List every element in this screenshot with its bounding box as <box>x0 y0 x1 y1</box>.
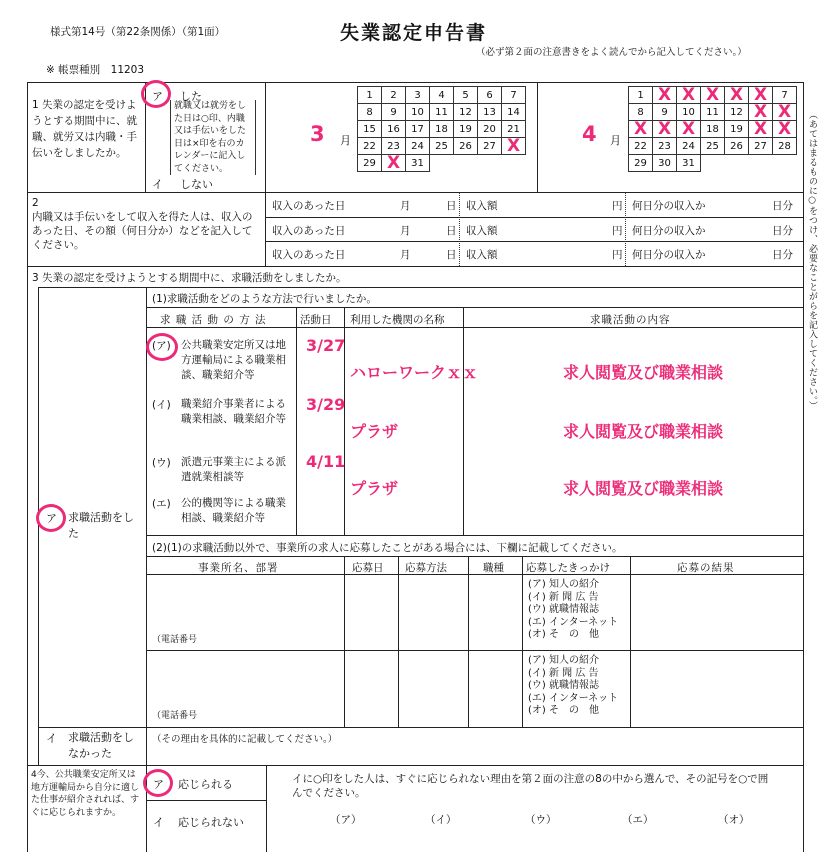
col-trigger: 応募したきっかけ <box>526 562 610 574</box>
march-day[interactable] <box>454 104 478 121</box>
entry-org: プラザ <box>350 422 399 441</box>
q3-sub1: (1)求職活動をどのような方法で行いましたか。 <box>152 293 377 305</box>
day-label: 日 <box>446 200 457 212</box>
col-content: 求職活動の内容 <box>590 314 671 326</box>
march-day-number: 17 <box>411 123 424 135</box>
x-mark: X <box>681 119 696 139</box>
march-day-number: 6 <box>486 89 493 101</box>
income-date-label: 収入のあった日 <box>272 224 346 237</box>
april-day[interactable] <box>749 121 773 138</box>
march-day-number: 9 <box>390 106 397 118</box>
q3-sub2: (2)(1)の求職活動以外で、事業所の求人に応募したことがある場合には、下欄に記載してください。 <box>152 542 623 554</box>
x-mark: X <box>777 119 792 139</box>
march-day-number: 11 <box>435 106 448 118</box>
q3-option-b-text: 求職活動をしなかった <box>68 731 134 760</box>
march-day-number: 15 <box>363 123 376 135</box>
march-day[interactable] <box>430 121 454 138</box>
q3-option-b[interactable]: イ <box>46 732 57 745</box>
april-day[interactable] <box>701 138 725 155</box>
days-worth-label: 何日分の収入か <box>632 224 706 237</box>
march-day[interactable] <box>406 138 430 155</box>
q1-option-a-note: 就職又は就労をした日は○印、内職又は手伝いをした日は×印を右のカレンダーに記入してください。 <box>170 100 256 175</box>
march-day-number: 14 <box>507 106 520 118</box>
month-label: 月 <box>400 200 411 212</box>
march-day[interactable] <box>478 121 502 138</box>
april-day[interactable] <box>677 155 701 172</box>
april-day[interactable] <box>725 121 749 138</box>
april-day[interactable] <box>629 138 653 155</box>
march-day-number: 26 <box>459 140 472 152</box>
april-day[interactable] <box>725 87 749 104</box>
april-day[interactable] <box>653 87 677 104</box>
col-org: 利用した機関の名称 <box>350 314 445 326</box>
march-day[interactable] <box>406 121 430 138</box>
march-day[interactable] <box>502 87 526 104</box>
march-day[interactable] <box>478 138 502 155</box>
april-day-number: 28 <box>778 140 791 152</box>
q1-label: 1 失業の認定を受けようとする期間中に、就職、就労又は内職・手伝いをしましたか。 <box>32 99 137 159</box>
march-day[interactable] <box>406 87 430 104</box>
march-day-number: 3 <box>414 89 421 101</box>
month2-label: 月 <box>610 134 621 147</box>
amount-label: 収入額 <box>466 200 498 212</box>
march-day[interactable] <box>478 87 502 104</box>
march-day[interactable] <box>358 104 382 121</box>
march-day-number: 8 <box>366 106 373 118</box>
april-day-number: 18 <box>706 123 719 135</box>
april-day-number: 8 <box>637 106 644 118</box>
x-mark: X <box>657 119 672 139</box>
march-day[interactable] <box>358 121 382 138</box>
trigger-option: (ア) 知人の紹介 <box>528 655 599 666</box>
march-day-number: 1 <box>366 89 373 101</box>
april-day-number: 23 <box>658 140 671 152</box>
april-day-number: 25 <box>706 140 719 152</box>
march-day-number: 31 <box>411 157 424 169</box>
entry-content: 求人閲覧及び職業相談 <box>563 479 724 498</box>
trigger-option: (ウ) 就職情報誌 <box>528 604 599 615</box>
april-day-number: 12 <box>730 106 743 118</box>
days-label: 日分 <box>772 200 793 212</box>
yen-label: 円 <box>612 249 623 262</box>
march-day-number: 18 <box>435 123 448 135</box>
q3-option-a-circle <box>36 504 66 532</box>
x-mark: X <box>729 85 744 105</box>
april-day[interactable] <box>653 138 677 155</box>
march-day[interactable] <box>454 121 478 138</box>
april-day[interactable] <box>749 104 773 121</box>
april-day[interactable] <box>725 104 749 121</box>
march-day[interactable] <box>382 87 406 104</box>
phone-label: （電話番号 <box>152 711 198 721</box>
yen-label: 円 <box>612 200 623 212</box>
april-day[interactable] <box>773 138 797 155</box>
april-day-number: 1 <box>637 89 644 101</box>
col-method: 求 職 活 動 の 方 法 <box>160 314 267 326</box>
april-day-number: 27 <box>754 140 767 152</box>
col-result: 応募の結果 <box>677 562 735 574</box>
april-day[interactable] <box>701 87 725 104</box>
entry-org: ハローワークｘｘ <box>350 363 479 382</box>
x-mark: X <box>753 119 768 139</box>
april-day[interactable] <box>773 121 797 138</box>
april-day[interactable] <box>677 138 701 155</box>
q1-option-a-circle <box>141 80 171 108</box>
entry-content: 求人閲覧及び職業相談 <box>563 422 724 441</box>
form-number: 様式第14号（第22条関係）（第1面） <box>50 26 226 38</box>
col-apply-method: 応募方法 <box>405 562 447 574</box>
april-day[interactable] <box>701 104 725 121</box>
march-day[interactable] <box>430 87 454 104</box>
amount-label: 収入額 <box>466 249 498 262</box>
march-day[interactable] <box>358 155 382 172</box>
april-day-number: 7 <box>781 89 788 101</box>
march-day[interactable] <box>382 155 406 172</box>
col-date: 活動日 <box>300 314 332 326</box>
x-mark: X <box>657 85 672 105</box>
april-day-number: 26 <box>730 140 743 152</box>
march-day-number: 2 <box>390 89 397 101</box>
april-day-number: 9 <box>661 106 668 118</box>
april-day-number: 10 <box>682 106 695 118</box>
april-day[interactable] <box>653 155 677 172</box>
april-day[interactable] <box>701 121 725 138</box>
march-day-number: 24 <box>411 140 424 152</box>
trigger-option: (ウ) 就職情報誌 <box>528 680 599 691</box>
march-day[interactable] <box>478 104 502 121</box>
day-label: 日 <box>446 224 457 237</box>
q1-option-b[interactable]: イ <box>152 178 163 191</box>
march-day-number: 25 <box>435 140 448 152</box>
march-day[interactable] <box>502 121 526 138</box>
method-text: 派遣元事業主による派遣就業相談等 <box>181 456 286 483</box>
x-mark: X <box>753 102 768 122</box>
april-day[interactable] <box>629 87 653 104</box>
trigger-option: (オ) そ の 他 <box>528 629 599 640</box>
reason-choice[interactable]: （ア） <box>330 814 362 826</box>
march-day[interactable] <box>382 104 406 121</box>
march-day-number: 19 <box>459 123 472 135</box>
month-label: 月 <box>400 224 411 237</box>
march-day[interactable] <box>358 138 382 155</box>
april-day[interactable] <box>773 104 797 121</box>
entry-date: 3/29 <box>306 395 346 414</box>
april-day[interactable] <box>677 121 701 138</box>
reason-choice[interactable]: （ウ） <box>525 814 557 826</box>
april-day[interactable] <box>629 104 653 121</box>
method-mark[interactable]: (ア) <box>152 340 171 352</box>
form-title: 失業認定申告書 <box>340 22 488 44</box>
trigger-option: (ア) 知人の紹介 <box>528 579 599 590</box>
april-day-number: 24 <box>682 140 695 152</box>
q4-option-a-text: 応じられる <box>178 778 233 791</box>
col-job: 職種 <box>483 562 504 574</box>
trigger-option: (イ) 新 聞 広 告 <box>528 667 599 679</box>
q2-label: 2 内職又は手伝いをして収入を得た人は、収入のあった日、その額（何日分か）などを記入してください。 <box>32 197 253 251</box>
march-day[interactable] <box>406 104 430 121</box>
side-note: （あてはまるものに○をつけ、必要なことがらを記入してください。） <box>807 110 817 411</box>
march-day-number: 29 <box>363 157 376 169</box>
days-label: 日分 <box>772 249 793 262</box>
reason-choice[interactable]: （オ） <box>718 814 750 826</box>
april-day[interactable] <box>629 121 653 138</box>
entry-content: 求人閲覧及び職業相談 <box>563 363 724 382</box>
march-day-number: 23 <box>387 140 400 152</box>
trigger-option: (オ) そ の 他 <box>528 705 599 716</box>
april-day-number: 19 <box>730 123 743 135</box>
march-day-number: 27 <box>483 140 496 152</box>
march-day-number: 22 <box>363 140 376 152</box>
days-worth-label: 何日分の収入か <box>632 249 706 262</box>
x-mark: X <box>753 85 768 105</box>
days-worth-label: 何日分の収入か <box>632 200 706 212</box>
method-text: 公的機関等による職業相談、職業紹介等 <box>181 497 286 524</box>
march-day[interactable] <box>502 104 526 121</box>
col-apply-date: 応募日 <box>352 562 384 574</box>
april-day[interactable] <box>677 87 701 104</box>
x-mark: X <box>681 85 696 105</box>
entry-date: 4/11 <box>306 452 346 471</box>
march-day[interactable] <box>502 138 526 155</box>
march-day-number: 20 <box>483 123 496 135</box>
form-type: ※ 帳票種別 11203 <box>46 64 145 76</box>
method-mark[interactable]: (エ) <box>152 498 171 510</box>
april-day-number: 30 <box>658 157 671 169</box>
march-day-number: 7 <box>510 89 517 101</box>
method-text: 職業紹介事業者による職業相談、職業紹介等 <box>181 398 286 425</box>
q4-option-a-circle <box>143 769 173 797</box>
april-day-number: 11 <box>706 106 719 118</box>
income-date-label: 収入のあった日 <box>272 249 346 262</box>
month1-label: 月 <box>340 134 351 147</box>
method-a-circle <box>146 333 178 361</box>
march-day-number: 4 <box>438 89 445 101</box>
x-mark: X <box>633 119 648 139</box>
x-mark: X <box>506 136 521 156</box>
april-day[interactable] <box>749 138 773 155</box>
q3-option-a-text: 求職活動をした <box>68 511 134 540</box>
phone-label: （電話番号 <box>152 635 198 645</box>
april-day[interactable] <box>749 87 773 104</box>
q1-option-a[interactable]: ア <box>152 90 163 103</box>
march-day[interactable] <box>406 155 430 172</box>
days-label: 日分 <box>772 224 793 237</box>
march-day-number: 12 <box>459 106 472 118</box>
q3-option-a[interactable]: ア <box>46 512 57 525</box>
april-day[interactable] <box>725 138 749 155</box>
march-day-number: 5 <box>462 89 469 101</box>
q4-option-b[interactable]: イ <box>153 816 164 829</box>
april-day[interactable] <box>653 104 677 121</box>
march-day[interactable] <box>454 87 478 104</box>
q3-label: 3 失業の認定を受けようとする期間中に、求職活動をしましたか。 <box>32 272 347 284</box>
x-mark: X <box>386 153 401 173</box>
march-day-number: 10 <box>411 106 424 118</box>
march-day[interactable] <box>430 138 454 155</box>
calendar-march <box>357 86 526 172</box>
entry-org: プラザ <box>350 479 399 498</box>
trigger-option: (エ) インターネット <box>528 616 619 628</box>
march-day[interactable] <box>358 87 382 104</box>
q4-note: イに○印をした人は、すぐに応じられない理由を第２面の注意の8の中から選んで、その記号を○で囲んでください。 <box>292 773 769 799</box>
march-day-number: 21 <box>507 123 520 135</box>
yen-label: 円 <box>612 224 623 237</box>
month1-value: 3 <box>310 122 325 146</box>
trigger-option: (イ) 新 聞 広 告 <box>528 591 599 603</box>
x-mark: X <box>777 102 792 122</box>
march-day-number: 16 <box>387 123 400 135</box>
april-day[interactable] <box>773 87 797 104</box>
method-mark[interactable]: (ウ) <box>152 457 171 469</box>
entry-date: 3/27 <box>306 336 346 355</box>
calendar-april <box>628 86 797 172</box>
q1-option-b-text: しない <box>180 178 213 191</box>
reason-choice[interactable]: （エ） <box>622 814 654 826</box>
march-day[interactable] <box>382 138 406 155</box>
x-mark: X <box>705 85 720 105</box>
q4-option-a[interactable]: ア <box>153 778 164 791</box>
march-day[interactable] <box>454 138 478 155</box>
march-day-number: 13 <box>483 106 496 118</box>
april-day-number: 31 <box>682 157 695 169</box>
april-day-number: 29 <box>634 157 647 169</box>
q4-option-b-text: 応じられない <box>178 816 244 829</box>
april-day[interactable] <box>677 104 701 121</box>
march-day[interactable] <box>430 104 454 121</box>
march-day[interactable] <box>382 121 406 138</box>
trigger-option: (エ) インターネット <box>528 692 619 704</box>
q1-option-a-text: した <box>180 90 202 103</box>
reason-choice[interactable]: （イ） <box>425 814 457 826</box>
april-day[interactable] <box>629 155 653 172</box>
col-company: 事業所名、部署 <box>198 562 279 574</box>
method-mark[interactable]: (イ) <box>152 399 171 411</box>
month-label: 月 <box>400 249 411 262</box>
instruction-note: （必ず第２面の注意書きをよく読んでから記入してください。） <box>476 47 747 58</box>
reason-note: （その理由を具体的に記載してください。） <box>152 734 338 745</box>
income-date-label: 収入のあった日 <box>272 200 346 212</box>
q4-label: 4今、公共職業安定所又は地方運輸局から自分に適した仕事が紹介されれば、すぐに応じられますか。 <box>31 770 140 818</box>
amount-label: 収入額 <box>466 224 498 237</box>
month2-value: 4 <box>582 122 597 146</box>
method-text: 公共職業安定所又は地方運輸局による職業相談、職業紹介等 <box>181 339 286 381</box>
april-day[interactable] <box>653 121 677 138</box>
day-label: 日 <box>446 249 457 262</box>
april-day-number: 22 <box>634 140 647 152</box>
